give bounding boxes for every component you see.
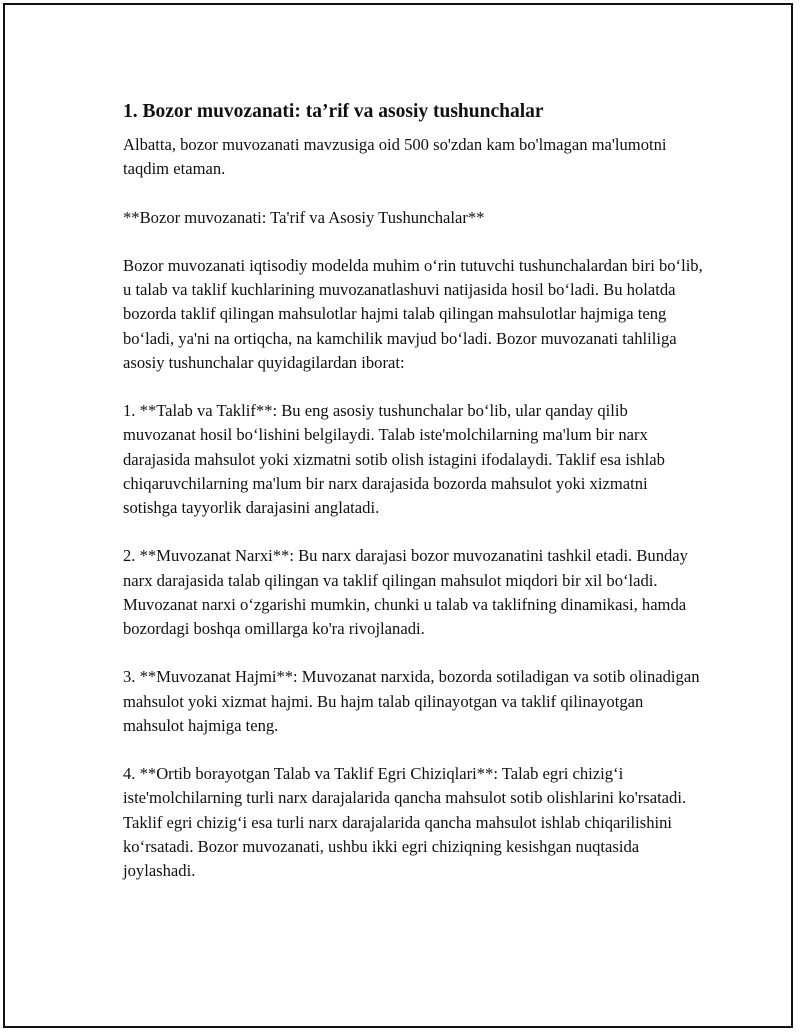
intro-paragraph: Albatta, bozor muvozanati mavzusiga oid 500 so'zdan kam bo'lmagan ma'lumotni taqdim etaman. <box>123 135 667 179</box>
page-frame <box>3 3 793 1028</box>
subtitle-paragraph: **Bozor muvozanati: Ta'rif va Asosiy Tushunchalar** <box>123 207 485 227</box>
section-heading: 1. Bozor muvozanati: ta’rif va asosiy tushunchalar <box>123 101 544 122</box>
document-content <box>123 99 703 907</box>
definition-paragraph: Bozor muvozanati iqtisodiy modelda muhim oʻrin tutuvchi tushunchalardan biri boʻlib, u talab va taklif kuchlarining muvozanatlashuvi natijasida hosil boʻladi. Bu holatda bozorda taklif qilingan mahsulotlar hajmi talab qilingan mahsulotlar hajmiga teng boʻladi, ya'ni na ortiqcha, na kamchilik mavjud boʻladi. Bozor muvozanati tahliliga asosiy tushunchalar quyidagilardan iborat: <box>123 255 703 372</box>
list-item-equilibrium-price: 2. **Muvozanat Narxi**: Bu narx darajasi bozor muvozanatini tashkil etadi. Bunday narx darajasida talab qilingan va taklif qilingan mahsulot miqdori bir xil boʻladi. Muvozanat narxi oʻzgarishi mumkin, chunki u talab va taklifning dinamikasi, hamda bozordagi boshqa omillarga ko'ra rivojlanadi. <box>123 546 688 638</box>
list-item-demand-supply: 1. **Talab va Taklif**: Bu eng asosiy tushunchalar boʻlib, ular qanday qilib muvozanat hosil boʻlishini belgilaydi. Talab iste'molchilarning ma'lum bir narx darajasida mahsulot yoki xizmatni sotib olish istagini ifodalaydi. Taklif esa ishlab chiqaruvchilarning ma'lum bir narx darajasida bozorda mahsulot yoki xizmatni sotishga tayyorlik darajasini anglatadi. <box>123 401 665 517</box>
list-item-curves: 4. **Ortib borayotgan Talab va Taklif Egri Chiziqlari**: Talab egri chizigʻi iste'molchilarning turli narx darajalarida qancha mahsulot sotib olishlarini ko'rsatadi. Taklif egri chizigʻi esa turli narx darajalarida qancha mahsulot ishlab chiqarilishini koʻrsatadi. Bozor muvozanati, ushbu ikki egri chiziqning kesishgan nuqtasida joylashadi. <box>123 764 687 880</box>
list-item-equilibrium-volume: 3. **Muvozanat Hajmi**: Muvozanat narxida, bozorda sotiladigan va sotib olinadigan mahsulot yoki xizmat hajmi. Bu hajm talab qilinayotgan va taklif qilinayotgan mahsulot hajmiga teng. <box>123 667 700 735</box>
